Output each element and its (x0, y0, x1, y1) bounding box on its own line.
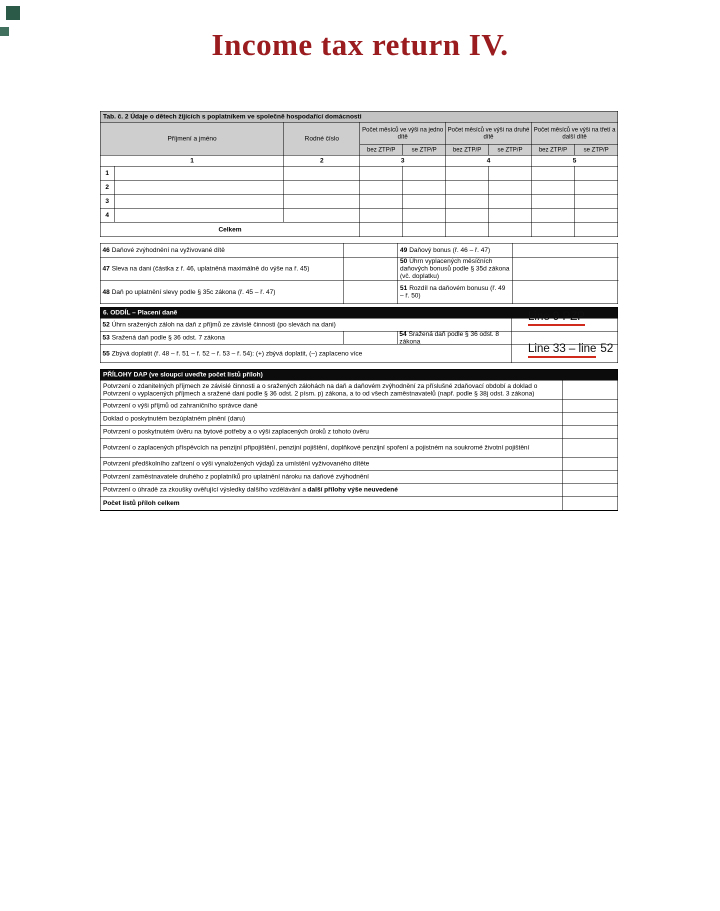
input-cell-birth (284, 181, 360, 195)
input-cell (360, 167, 403, 181)
value-cell (513, 244, 619, 258)
value-cell (343, 332, 397, 345)
count-cell (563, 439, 618, 458)
row-number: 53 (102, 333, 110, 342)
annotation-suffix: 52 (600, 343, 614, 355)
column-number-row (101, 156, 618, 167)
input-cell-birth (284, 209, 360, 223)
row-number: 50 (400, 257, 408, 265)
form-row-49 (398, 244, 619, 258)
value-cell (344, 258, 398, 281)
input-cell (360, 195, 403, 209)
form-row-46 (101, 244, 398, 258)
input-cell (575, 167, 618, 181)
column-header-birth-number: Rodné číslo (284, 123, 360, 156)
tax-form-image (100, 111, 618, 911)
attachment-row (101, 413, 618, 426)
input-cell (360, 209, 403, 223)
annotation-line-9-pzp (528, 311, 585, 323)
count-cell (563, 381, 618, 400)
form-row-50 (398, 258, 619, 281)
subcol-with-ztp: se ZTP/P (497, 145, 523, 153)
attachment-label: Potvrzení o výši příjmů od zahraničního správce daně (103, 401, 258, 410)
slide-decor-square-top (6, 6, 20, 20)
row-label: Sražená daň podle § 36 odst. 8 zákona (399, 329, 500, 345)
row-number: 52 (102, 320, 110, 329)
count-cell (563, 458, 618, 471)
input-cell (532, 167, 575, 181)
row-number: 4 (101, 209, 115, 223)
attachment-total-label: Počet listů příloh celkem (103, 499, 180, 507)
row-label: Zbývá doplatit (ř. 48 – ř. 51 – ř. 52 – ř. 53 – ř. 54): (+) zbývá doplatit, (–) zaplaceno více (111, 349, 363, 357)
row-label: Daňové zvýhodnění na vyživované dítě (111, 246, 225, 254)
attachment-row (101, 426, 618, 439)
table-row (101, 167, 618, 181)
input-cell (575, 181, 618, 195)
column-header-name: Příjmení a jméno (101, 123, 285, 156)
attachment-row (101, 471, 618, 484)
row-label: Úhrn sražených záloh na daň z příjmů ze závislé činnosti (po slevách na dani) (111, 320, 336, 329)
row-label: Rozdíl na daňovém bonusu (ř. 49 – ř. 50) (400, 284, 506, 299)
column-number: 5 (572, 156, 577, 165)
input-cell (403, 167, 446, 181)
input-cell (360, 223, 403, 237)
row-number: 46 (102, 246, 110, 254)
column-group-third-child (532, 123, 618, 156)
row-number: 48 (102, 287, 110, 296)
count-cell (563, 471, 618, 484)
subcol-with-ztp: se ZTP/P (411, 145, 437, 153)
input-cell-name (114, 167, 284, 181)
children-table-caption: Tab. č. 2 Údaje o dětech žijících s poplatníkem ve společně hospodařící domácnosti (101, 112, 618, 123)
input-cell (532, 223, 575, 237)
input-cell (575, 209, 618, 223)
attachment-label: Doklad o poskytnutém bezúplatném plnění (daru) (103, 414, 245, 423)
group1-label: Počet měsíců ve výši na jedno dítě (360, 123, 445, 145)
input-cell-birth (284, 167, 360, 181)
form-row-51 (398, 281, 619, 304)
input-cell (575, 223, 618, 237)
tax-credit-block (100, 243, 618, 304)
annotation-text: Line 33 – line (528, 343, 596, 358)
attachment-label: Potvrzení o zaplacených příspěvcích na penzijní připojištění, penzijní pojištění, doplňkové penzijní spoření a pojistném na soukromé životní pojištění (103, 443, 530, 452)
total-label: Celkem (101, 223, 361, 237)
input-cell (489, 195, 532, 209)
row-number: 47 (102, 264, 110, 273)
group3-label: Počet měsíců ve výši na třetí a další dítě (532, 123, 618, 145)
row-label: Úhrn vyplacených měsíčních daňových bonusů podle § 35d zákona (vč. doplatku) (400, 257, 510, 280)
input-cell (446, 167, 489, 181)
row-label: Sražená daň podle § 36 odst. 7 zákona (111, 333, 225, 342)
value-cell (513, 258, 619, 281)
table-row (101, 181, 618, 195)
annotation-line-33 (528, 343, 613, 355)
column-number: 2 (284, 156, 360, 167)
input-cell (489, 223, 532, 237)
page-title: Income tax return IV. (211, 27, 509, 62)
subcol-without-ztp: bez ZTP/P (532, 145, 575, 156)
attachment-label: Potvrzení o poskytnutém úvěru na bytové potřeby a o výši zaplacených úroků z tohoto úvěru (103, 427, 369, 436)
attachment-row (101, 484, 618, 497)
input-cell (532, 209, 575, 223)
input-cell-birth (284, 195, 360, 209)
column-group-first-child (360, 123, 446, 156)
children-table-header (101, 123, 618, 156)
count-cell (563, 426, 618, 439)
row-label: Daňový bonus (ř. 46 – ř. 47) (409, 246, 491, 254)
table-row (101, 209, 618, 223)
input-cell-name (114, 209, 284, 223)
attachments-table (100, 369, 618, 511)
attachment-total-row (101, 497, 618, 511)
input-cell (446, 209, 489, 223)
row-number: 55 (102, 349, 110, 357)
row-number: 49 (400, 246, 408, 254)
form-row-47 (101, 258, 398, 281)
annotation-text: Line 9 PZP (528, 311, 585, 326)
column-number: 3 (360, 156, 446, 167)
count-cell (563, 413, 618, 426)
row-number: 51 (400, 284, 408, 292)
input-cell (403, 195, 446, 209)
row-label: Sleva na dani (částka z ř. 46, uplatněná maximálně do výše na ř. 45) (111, 264, 310, 273)
row-number: 3 (101, 195, 115, 209)
column-number: 1 (101, 156, 285, 167)
row-number: 2 (101, 181, 115, 195)
input-cell (446, 195, 489, 209)
subcol-without-ztp: bez ZTP/P (360, 145, 403, 156)
column-group-second-child (446, 123, 532, 156)
count-cell (563, 484, 618, 497)
children-table (100, 111, 618, 237)
row-label: Daň po uplatnění slevy podle § 35c zákona (ř. 45 – ř. 47) (111, 287, 276, 296)
count-cell (563, 497, 618, 511)
attachment-label: Potvrzení předškolního zařízení o výši vynaložených výdajů za umístění vyživovaného dítěte (103, 459, 370, 468)
attachment-label: Potvrzení o zdanitelných příjmech ze závislé činnosti a o sražených zálohách na daň a daňovém zvýhodnění za příslušné zdaňovací období a doklad o Potvrzení o vyplacených příjmech a sražené dani podle § 36 odst. 2 písm. p) zákona, a to od všech zaměstnavatelů (např. podle § 38j odst. 3 zákona) (103, 381, 538, 397)
section-6-header: 6. ODDÍL – Placení daně (101, 308, 618, 319)
value-cell (513, 281, 619, 304)
row-number: 1 (101, 167, 115, 181)
attachments-header: PŘÍLOHY DAP (ve sloupci uveďte počet listů příloh) (101, 370, 618, 381)
group2-label: Počet měsíců ve výši na druhé dítě (446, 123, 531, 145)
total-row (101, 223, 618, 237)
row-number: 54 (399, 329, 407, 338)
input-cell (532, 195, 575, 209)
input-cell (446, 223, 489, 237)
attachment-row (101, 439, 618, 458)
input-cell (403, 223, 446, 237)
input-cell (532, 181, 575, 195)
input-cell (446, 181, 489, 195)
input-cell (489, 209, 532, 223)
input-cell (403, 181, 446, 195)
value-cell (344, 281, 398, 304)
attachment-label: Potvrzení o úhradě za zkoušky ověřující výsledky dalšího vzdělávání a další přílohy výše neuvedené (103, 485, 398, 494)
attachment-row (101, 381, 618, 400)
table-row (101, 195, 618, 209)
attachment-row (101, 400, 618, 413)
input-cell (489, 167, 532, 181)
input-cell-name (114, 195, 284, 209)
form-row-48 (101, 281, 398, 304)
column-number: 4 (446, 156, 532, 167)
input-cell (575, 195, 618, 209)
value-cell (344, 244, 398, 258)
subcol-with-ztp: se ZTP/P (583, 145, 609, 153)
attachment-label: Potvrzení zaměstnavatele druhého z poplatníků pro uplatnění nároku na daňové zvýhodnění (103, 472, 369, 481)
attachment-row (101, 458, 618, 471)
input-cell (403, 209, 446, 223)
count-cell (563, 400, 618, 413)
input-cell (489, 181, 532, 195)
subcol-without-ztp: bez ZTP/P (446, 145, 489, 156)
input-cell-name (114, 181, 284, 195)
input-cell (360, 181, 403, 195)
